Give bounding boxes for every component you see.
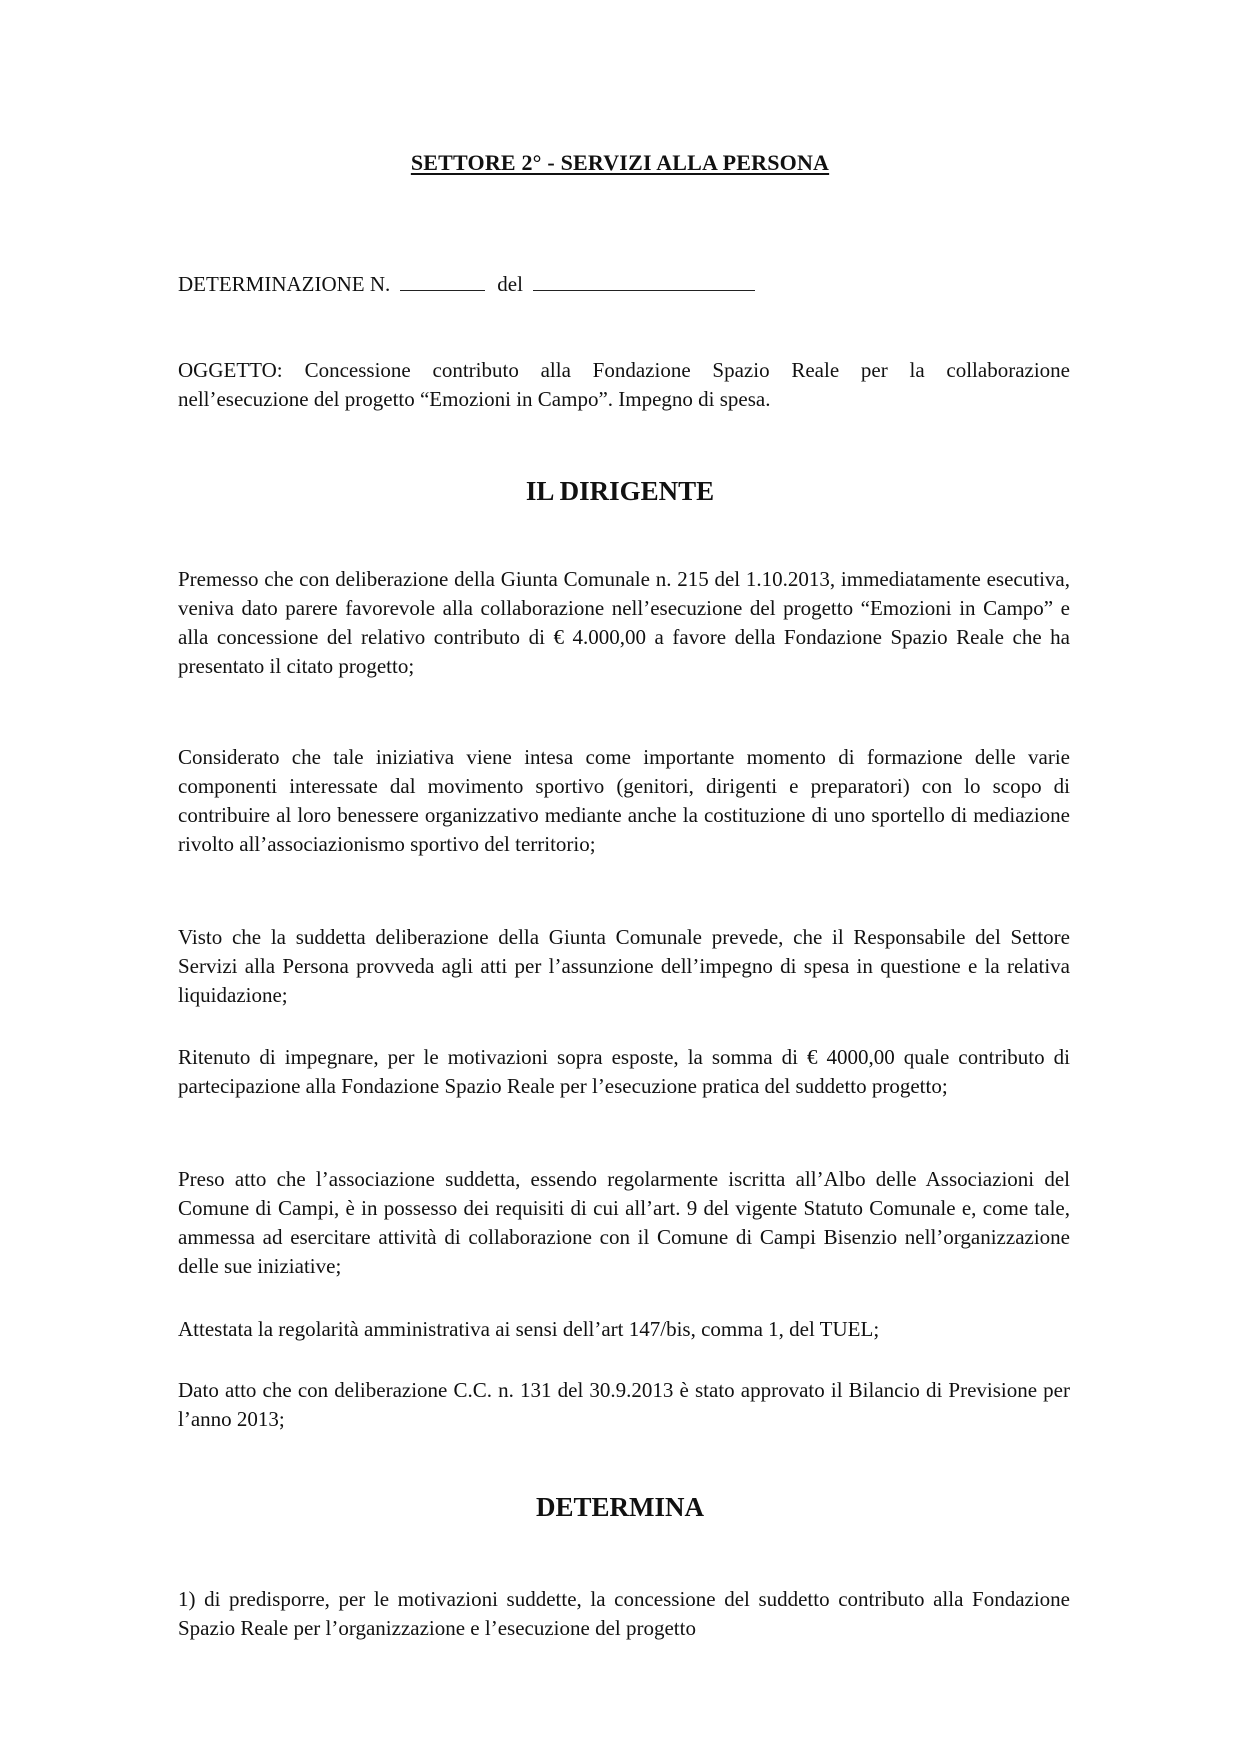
heading-determina: DETERMINA: [535, 1492, 704, 1522]
oggetto-paragraph: [178, 356, 1070, 414]
paragraph-preso-atto: Preso atto che l’associazione suddetta, essendo regolarmente iscritta all’Albo delle Associazioni del Comune di Campi, è in possesso dei requisiti di cui all’art. 9 del vigente Statuto Comunale e, come tale, ammessa ad esercitare attività di collaborazione con il Comune di Campi Bisenzio nell’organizzazione delle sue iniziative;: [178, 1167, 1070, 1278]
paragraph-premesso: Premesso che con deliberazione della Giunta Comunale n. 215 del 1.10.2013, immediatamente esecutiva, veniva dato parere favorevole alla collaborazione nell’esecuzione del progetto “Emozioni in Campo” e alla concessione del relativo contributo di € 4.000,00 a favore della Fondazione Spazio Reale che ha presentato il citato progetto;: [178, 567, 1070, 678]
determinazione-line: [178, 272, 755, 297]
determinazione-label: DETERMINAZIONE N.: [178, 272, 391, 296]
heading-il-dirigente: IL DIRIGENTE: [525, 476, 715, 506]
paragraph-ritenuto: Ritenuto di impegnare, per le motivazioni sopra esposte, la somma di € 4000,00 quale contributo di partecipazione alla Fondazione Spazio Reale per l’esecuzione pratica del suddetto progetto;: [178, 1045, 1070, 1098]
oggetto-label: OGGETTO:: [178, 358, 283, 382]
paragraph-visto: Visto che la suddetta deliberazione della Giunta Comunale prevede, che il Responsabile del Settore Servizi alla Persona provveda agli atti per l’assunzione dell’impegno di spesa in questione e la relativa liquidazione;: [178, 925, 1070, 1007]
determinazione-date-blank: [533, 276, 755, 291]
determinazione-number-blank: [400, 276, 485, 291]
determina-item-1: 1) di predisporre, per le motivazioni suddette, la concessione del suddetto contributo alla Fondazione Spazio Reale per l’organizzazione e l’esecuzione del progetto: [178, 1587, 1070, 1640]
oggetto-text: Concessione contributo alla Fondazione Spazio Reale per la collaborazione nell’esecuzione del progetto “Emozioni in Campo”. Impegno di spesa.: [178, 358, 1070, 411]
paragraph-dato-atto: Dato atto che con deliberazione C.C. n. 131 del 30.9.2013 è stato approvato il Bilancio di Previsione per l’anno 2013;: [178, 1378, 1070, 1431]
paragraph-considerato: Considerato che tale iniziativa viene intesa come importante momento di formazione delle varie componenti interessate dal movimento sportivo (genitori, dirigenti e preparatori) con lo scopo di contribuire al loro benessere organizzativo mediante anche la costituzione di uno sportello di mediazione rivolto all’associazionismo sportivo del territorio;: [178, 745, 1070, 856]
sector-title: SETTORE 2° - SERVIZI ALLA PERSONA: [410, 150, 830, 175]
determinazione-date-label: del: [497, 272, 523, 296]
paragraph-attestata: Attestata la regolarità amministrativa ai sensi dell’art 147/bis, comma 1, del TUEL;: [178, 1317, 880, 1341]
